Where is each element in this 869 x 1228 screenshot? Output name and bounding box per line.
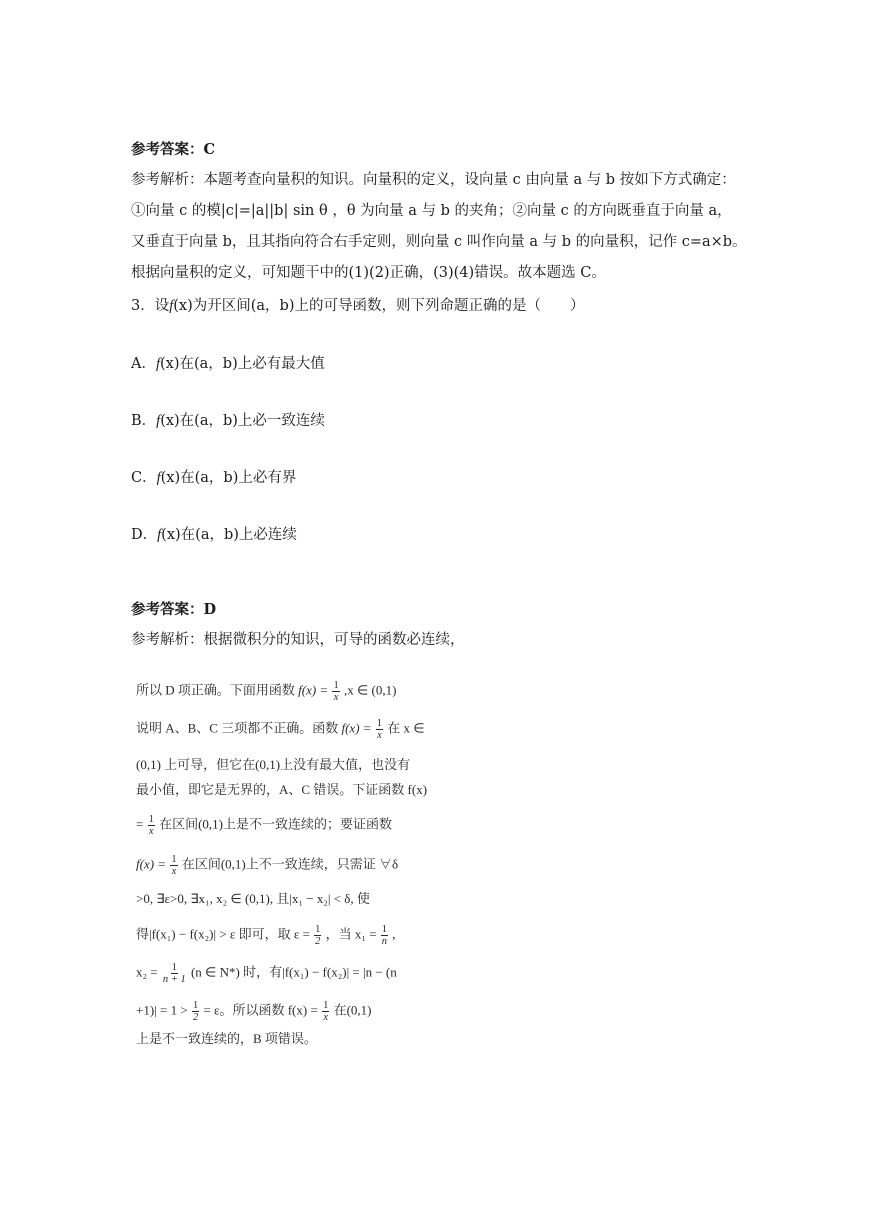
fraction-denominator: x	[377, 730, 382, 741]
option-func: f	[155, 356, 161, 372]
scanned-textbook-excerpt	[130, 666, 430, 1056]
scan-line-8	[136, 924, 396, 947]
analysis-1-line-1: 参考解析：本题考查向量积的知识。向量积的定义，设向量 c 由向量 a 与 b 按如下方式确定：	[131, 172, 736, 188]
option-letter: D．	[131, 527, 158, 543]
scan-text: 得|f(x₁) − f(x₂)| > ε 即可，取 ε =	[136, 926, 310, 942]
answer-2	[131, 600, 216, 620]
scan-math: f(x) =	[136, 856, 167, 872]
scan-text: 在 x ∈	[387, 720, 425, 736]
fraction-denominator: x	[323, 1012, 329, 1023]
option-letter: C．	[131, 470, 157, 486]
stem-post: (x)为开区间(a，b)上的可导函数，则下列命题正确的是（ ）	[173, 298, 585, 314]
option-b	[131, 411, 325, 431]
fraction	[322, 1000, 329, 1023]
fraction-numerator: 1	[376, 718, 383, 729]
analysis-1-line-3: 又垂直于向量 b，且其指向符合右手定则，则向量 c 叫作向量 a 与 b 的向量积，记作 c=a×b。	[131, 234, 747, 250]
fraction-numerator: 1	[315, 924, 321, 935]
option-func: f	[156, 470, 161, 486]
scan-line-5	[136, 814, 392, 837]
fraction	[332, 680, 339, 703]
option-a	[131, 354, 325, 374]
option-text: (x)在(a，b)上必一致连续	[160, 413, 325, 429]
fraction-denominator: 2	[192, 1012, 199, 1023]
option-text: (x)在(a，b)上必有最大值	[160, 356, 325, 372]
fraction	[314, 924, 321, 947]
option-func: f	[157, 527, 162, 543]
fraction-numerator: 1	[148, 814, 154, 825]
scan-line-3: (0,1) 上可导，但它在(0,1)上没有最大值，也没有	[136, 757, 411, 772]
scan-line-2	[136, 718, 425, 741]
scan-text: = ε。所以函数 f(x) =	[203, 1002, 318, 1018]
analysis-1-line-4: 根据向量积的定义，可知题干中的(1)(2)正确，(3)(4)错误。故本题选 C。	[131, 265, 606, 281]
fraction-numerator: 1	[323, 1000, 329, 1011]
fraction-numerator: 1	[171, 854, 177, 865]
scan-text: =	[136, 816, 144, 832]
answer-value: C	[203, 141, 216, 158]
scan-line-6	[136, 854, 398, 877]
stem-pre: 设	[154, 298, 170, 314]
scan-text: +1)| = 1 >	[136, 1002, 188, 1018]
scan-text: 在区间(0,1)上不一致连续，只需证 ∀δ	[181, 856, 399, 872]
scan-text: ，当 x₁ =	[325, 926, 377, 942]
scan-line-4: 最小值，即它是无界的，A、C 错误。下证函数 f(x)	[136, 782, 428, 797]
scan-line-1	[136, 680, 396, 703]
scan-text: ,x ∈ (0,1)	[343, 682, 397, 698]
fraction-numerator: 1	[333, 680, 339, 691]
fraction-denominator: x	[171, 866, 177, 877]
fraction-denominator: n + 1	[162, 974, 186, 985]
fraction	[192, 1000, 199, 1023]
scan-text: 说明 A、B、C 三项都不正确。函数	[136, 720, 339, 736]
scan-text: x₂ =	[136, 964, 158, 980]
scan-line-11: 上是不一致连续的，B 项错误。	[136, 1031, 317, 1046]
fraction-denominator: x	[148, 826, 154, 837]
analysis-1-line-2: ①向量 c 的模|c|=|a||b| sin θ ，θ 为向量 a 与 b 的夹角；②向量 c 的方向既垂直于向量 a，	[131, 203, 732, 219]
scan-text: 在区间(0,1)上是不一致连续的；要证函数	[159, 816, 393, 832]
answer-label: 参考答案：	[131, 141, 204, 158]
option-func: f	[156, 413, 161, 429]
scan-math: f(x) =	[341, 720, 372, 736]
answer-value: D	[203, 601, 217, 618]
fraction	[381, 924, 388, 947]
fraction	[376, 718, 383, 741]
analysis-2-line-1: 参考解析：根据微积分的知识，可导的函数必连续，	[131, 632, 465, 648]
scan-text: (n ∈ N*) 时，有|f(x₁) − f(x₂)| = |n − (n	[190, 964, 397, 980]
scan-line-7: >0, ∃ε>0, ∃x₁, x₂ ∈ (0,1), 且|x₁ − x₂| < δ, 使	[136, 891, 370, 906]
fraction-denominator: x	[333, 692, 339, 703]
option-text: (x)在(a，b)上必连续	[161, 527, 297, 543]
question-3-stem	[131, 296, 585, 316]
fraction	[170, 854, 177, 877]
option-c	[131, 468, 296, 488]
fraction-denominator: n	[381, 936, 388, 947]
fraction	[148, 814, 155, 837]
option-letter: B．	[131, 413, 157, 429]
option-d	[131, 525, 297, 545]
scan-text: 所以 D 项正确。下面用函数	[136, 682, 295, 698]
fraction-numerator: 1	[192, 1000, 199, 1011]
fraction	[162, 962, 187, 985]
option-text: (x)在(a，b)上必有界	[160, 470, 297, 486]
answer-1	[131, 140, 215, 160]
question-number: 3．	[131, 298, 155, 314]
scan-text: 在(0,1)	[333, 1002, 372, 1018]
scan-line-9	[136, 962, 397, 985]
scan-line-10	[136, 1000, 371, 1023]
fraction-numerator: 1	[171, 962, 177, 973]
scan-math: f(x) =	[298, 682, 329, 698]
option-letter: A．	[131, 356, 156, 372]
scan-text: ,	[392, 926, 396, 942]
fraction-denominator: 2	[315, 936, 321, 947]
answer-label: 参考答案：	[131, 601, 204, 618]
stem-func: f	[169, 298, 174, 314]
fraction-numerator: 1	[381, 924, 388, 935]
